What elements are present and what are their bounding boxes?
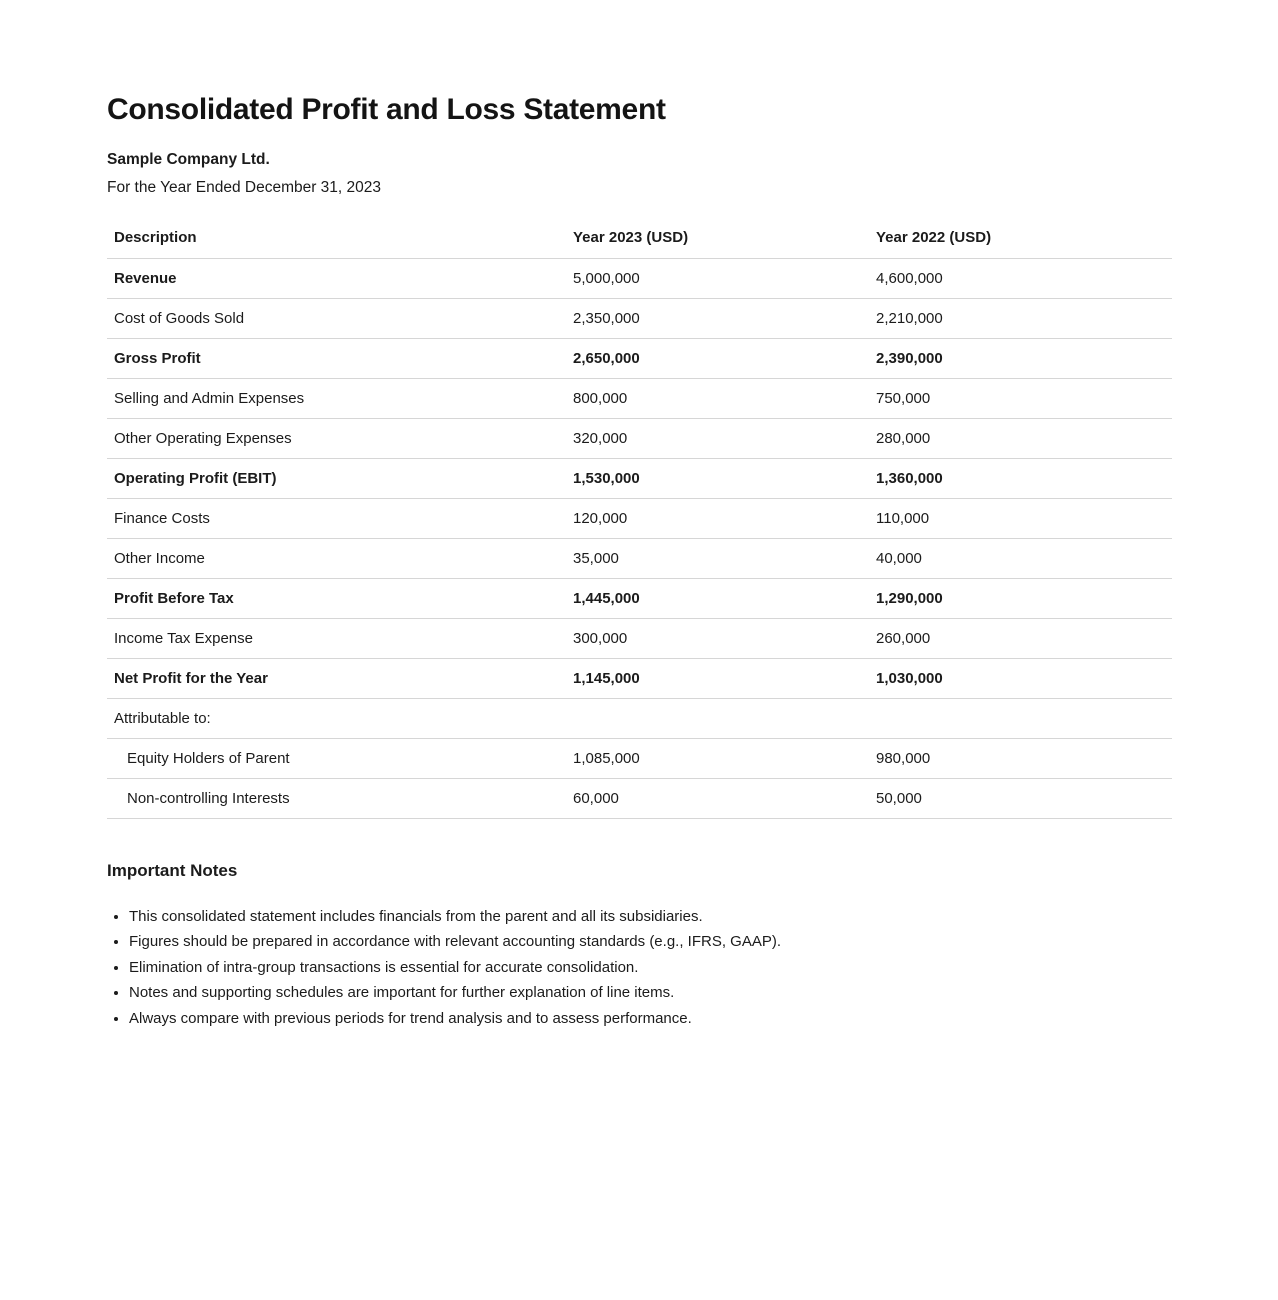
row-value-2023: 300,000 bbox=[566, 619, 869, 659]
row-value-2023: 800,000 bbox=[566, 379, 869, 419]
note-item: • Always compare with previous periods for trend analysis and to assess performance. bbox=[129, 1006, 1172, 1031]
row-value-2022 bbox=[869, 699, 1172, 739]
row-value-2023: 1,530,000 bbox=[566, 459, 869, 499]
row-value-2022: 260,000 bbox=[869, 619, 1172, 659]
row-value-2023: 60,000 bbox=[566, 779, 869, 819]
row-label: Profit Before Tax bbox=[107, 579, 566, 619]
row-value-2023: 1,145,000 bbox=[566, 659, 869, 699]
row-label: Attributable to: bbox=[107, 699, 566, 739]
company-name: Sample Company Ltd. bbox=[107, 151, 270, 168]
row-label: Net Profit for the Year bbox=[107, 659, 566, 699]
page-title: Consolidated Profit and Loss Statement bbox=[107, 93, 666, 126]
row-value-2022: 1,290,000 bbox=[869, 579, 1172, 619]
row-value-2023: 35,000 bbox=[566, 539, 869, 579]
table-body bbox=[107, 259, 1172, 819]
table-row bbox=[107, 739, 1172, 779]
row-label: Operating Profit (EBIT) bbox=[107, 459, 566, 499]
table-row bbox=[107, 339, 1172, 379]
note-item: • Notes and supporting schedules are important for further explanation of line items. bbox=[129, 980, 1172, 1005]
row-label: Selling and Admin Expenses bbox=[107, 379, 566, 419]
table-row bbox=[107, 459, 1172, 499]
row-value-2022: 980,000 bbox=[869, 739, 1172, 779]
row-value-2022: 1,360,000 bbox=[869, 459, 1172, 499]
row-label: Other Income bbox=[107, 539, 566, 579]
row-label: Revenue bbox=[107, 259, 566, 299]
row-value-2022: 110,000 bbox=[869, 499, 1172, 539]
row-value-2022: 50,000 bbox=[869, 779, 1172, 819]
row-value-2022: 280,000 bbox=[869, 419, 1172, 459]
table-row bbox=[107, 579, 1172, 619]
row-label: Non-controlling Interests bbox=[107, 779, 566, 819]
notes-list bbox=[107, 904, 1172, 1031]
row-label: Gross Profit bbox=[107, 339, 566, 379]
row-value-2023 bbox=[566, 699, 869, 739]
table-row bbox=[107, 539, 1172, 579]
row-label: Other Operating Expenses bbox=[107, 419, 566, 459]
row-value-2022: 750,000 bbox=[869, 379, 1172, 419]
note-item: • Figures should be prepared in accordance with relevant accounting standards (e.g., IFRS, GAAP). bbox=[129, 929, 1172, 954]
statement-period: For the Year Ended December 31, 2023 bbox=[107, 179, 382, 196]
row-value-2022: 4,600,000 bbox=[869, 259, 1172, 299]
row-label: Equity Holders of Parent bbox=[107, 739, 566, 779]
table-row bbox=[107, 619, 1172, 659]
note-item: • Elimination of intra-group transactions is essential for accurate consolidation. bbox=[129, 955, 1172, 980]
table-row bbox=[107, 499, 1172, 539]
row-value-2023: 320,000 bbox=[566, 419, 869, 459]
row-label: Income Tax Expense bbox=[107, 619, 566, 659]
row-value-2023: 1,445,000 bbox=[566, 579, 869, 619]
table-row bbox=[107, 379, 1172, 419]
row-value-2022: 1,030,000 bbox=[869, 659, 1172, 699]
row-label: Finance Costs bbox=[107, 499, 566, 539]
table-row bbox=[107, 659, 1172, 699]
table-row bbox=[107, 699, 1172, 739]
row-value-2023: 2,650,000 bbox=[566, 339, 869, 379]
row-value-2022: 2,210,000 bbox=[869, 299, 1172, 339]
row-value-2023: 1,085,000 bbox=[566, 739, 869, 779]
row-value-2022: 40,000 bbox=[869, 539, 1172, 579]
row-value-2023: 5,000,000 bbox=[566, 259, 869, 299]
table-row bbox=[107, 259, 1172, 299]
notes-heading: Important Notes bbox=[107, 861, 238, 880]
row-value-2022: 2,390,000 bbox=[869, 339, 1172, 379]
table-row bbox=[107, 779, 1172, 819]
profit-loss-table bbox=[107, 224, 1172, 819]
column-header-description: Description bbox=[107, 224, 566, 259]
table-row bbox=[107, 299, 1172, 339]
column-header-year-2023: Year 2023 (USD) bbox=[566, 224, 869, 259]
note-item: • This consolidated statement includes financials from the parent and all its subsidiaries. bbox=[129, 904, 1172, 929]
row-value-2023: 2,350,000 bbox=[566, 299, 869, 339]
table-row bbox=[107, 419, 1172, 459]
row-value-2023: 120,000 bbox=[566, 499, 869, 539]
row-label: Cost of Goods Sold bbox=[107, 299, 566, 339]
table-header-row bbox=[107, 224, 1172, 259]
column-header-year-2022: Year 2022 (USD) bbox=[869, 224, 1172, 259]
